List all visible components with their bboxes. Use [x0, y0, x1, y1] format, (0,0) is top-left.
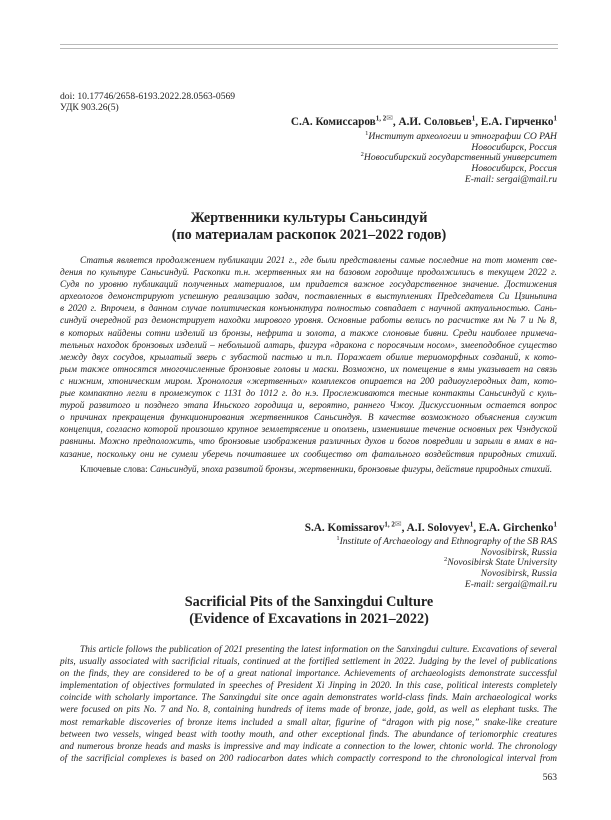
title-line: (Evidence of Excavations in 2021–2022) [189, 611, 429, 627]
doi: doi: 10.17746/2658-6193.2022.28.0563-0569 [60, 91, 236, 102]
abstract-line: между двух сосудов, крылатый зверь с зубастой пастью и т.п. Поражает обилие териоморфных созданий, к кото- [60, 352, 557, 363]
author-name: S.A. Komissarov [304, 522, 385, 534]
abstract-line: синдуй очередной раз демонстрирует находки мирового уровня. Основные работы велись по расчистке ям № 7 и № 8, [60, 316, 557, 327]
keywords-ru [60, 464, 557, 477]
abstract-line: coincide with scholarly importance. The Sanxingdui site once again demonstrates world-class finds. Main archaeological works [60, 693, 557, 704]
title-ru [60, 210, 558, 244]
abstract-line: турой развитого и позднего этапа Иньского городища и, вероятно, раннего Чжоу. Дискуссионным остается вопрос [60, 401, 557, 412]
abstract-line: This article follows the publication of 2021 presenting the latest information on the Sanxingdui culture. Excavations of several [80, 645, 557, 655]
abstract-ru [60, 255, 557, 461]
affiliation-text: E-mail: sergai@mail.ru [464, 173, 557, 185]
authors-ru: С.А. Комиссаров$^{1, 2✉}$, А.И. Соловьев$^1$, Е.А. Гирченко$^1$ [290, 113, 557, 128]
affiliation-line [361, 175, 557, 186]
author-sup: 1, 2 [384, 520, 395, 529]
author-name: С.А. Комиссаров [290, 116, 376, 128]
title-en [60, 594, 558, 628]
abstract-line: с нижним, хтоническим миром. Хронология «жертвенных» комплексов опирается на 200 радиоуглеродных дат, кото- [60, 376, 557, 387]
authors-en: S.A. Komissarov$^{1, 2✉}$, A.I. Solovyev$^1$, E.A. Girchenko$^1$ [304, 519, 557, 534]
envelope-icon: ✉ [394, 519, 402, 529]
abstract-line: on the finds, they are considered to be of a great national importance. Achievements of archaeologists demonstrate successful [60, 669, 557, 680]
author-sup: 1 [553, 520, 557, 529]
abstract-line: рые компактно легли в промежуток с 1131 до 1012 г. до н.э. Прослеживаются тесные контакты Саньсиндуй с куль- [60, 389, 557, 400]
affiliation-text: Novosibirsk State University [447, 557, 557, 569]
page-number: 563 [542, 772, 557, 783]
header-rule-bottom [60, 48, 558, 49]
affiliation-text: E-mail: sergai@mail.ru [464, 578, 557, 590]
abstract-line: Судя по уровню публикаций полученных материалов, им придается важное государственное значение. Достижения [60, 280, 557, 291]
abstract-line: тельных находок бронзовых изделий – небольшой алтарь, фигура «дракона с поросячьим носом», змееподобное существо [60, 340, 557, 351]
author-sup: 1, 2 [375, 114, 387, 123]
abstract-line: most remarkable discoveries of bronze items included a small altar, figurine of “dragon with pig nose,” snake-like creature [60, 717, 557, 728]
abstract-line: археологов демонстрируют успешную реализацию задач, поставленных в выступлениях Председателя Си Цзиньпина [60, 292, 557, 303]
header-rule-top [60, 44, 558, 45]
udc-code: УДК 903.26(5) [60, 102, 119, 113]
abstract-line: рым также относятся многочисленные бронзовые головы и маски. Возможно, их помещение в ямы указывает на связь [60, 364, 557, 375]
author-sup: 1 [469, 520, 474, 529]
keywords-value: Саньсиндуй, эпоха развитой бронзы, жертвенники, бронзовые фигуры, действие природных стихий. [150, 465, 553, 475]
abstract-line: равнины. Можно предположить, что бронзовые изображения различных духов и богов повредили и зарыли в ямах в на- [60, 437, 557, 448]
affiliation-sup: 1 [365, 129, 369, 137]
author-sup: 1 [553, 114, 557, 123]
affiliation-text: Новосибирск, Россия [471, 141, 557, 153]
affiliation-text: Новосибирский государственный университет [363, 152, 557, 164]
author-name: Е.А. Гирченко [480, 116, 554, 128]
title-line: Жертвенники культуры Саньсиндуй [190, 210, 428, 226]
affiliation-sup: 1 [336, 534, 340, 542]
author-name: A.I. Solovyev [406, 522, 470, 534]
affiliation-text: Novosibirsk, Russia [480, 568, 557, 580]
affiliation-text: Институт археологии и этнографии СО РАН [368, 131, 557, 142]
affiliation-text: Novosibirsk, Russia [480, 546, 557, 558]
abstract-line: дения по культуре Саньсиндуй. Раскопки т.н. жертвенных ям на базовом городище продолжились в текущем 2022 г. [60, 268, 557, 279]
abstract-line: implementation of objectives formulated in speeches of President Xi Jinping in 2020. In this case, political interests completely [60, 681, 557, 692]
author-name: E.A. Girchenko [478, 522, 554, 534]
affiliations-en [336, 534, 557, 591]
abstract-line: о причинах прекращения функционирования жертвенников Саньсиндуя. В качестве возможного объяснения служит [60, 413, 557, 424]
abstract-line: казание, поскольку они не сумели уберечь почитавшее их сообщество от фатального воздействия природных стихий. [60, 449, 557, 460]
affiliation-text: Institute of Archaeology and Ethnography of the SB RAS [339, 536, 557, 547]
envelope-icon: ✉ [386, 113, 393, 123]
abstract-line: pits, usually associated with sacrificial rituals, continued at the fortified settlement in 2022. Judging by the level of publications [60, 657, 557, 668]
title-line: (по материалам раскопок 2021–2022 годов) [171, 227, 447, 243]
abstract-line: Статья является продолжением публикации 2021 г., где были представлены самые последние на тот момент све- [80, 256, 557, 266]
author-sup: 1 [471, 114, 476, 123]
affiliation-sup: 2 [443, 556, 448, 564]
title-line: Sacrificial Pits of the Sanxingdui Culture [184, 594, 434, 610]
abstract-line: were focused on pits No. 7 and No. 8, containing hundreds of items made of bronze, jade, gold, as well as elephant tusks. The [60, 705, 557, 716]
affiliations-ru [360, 129, 557, 186]
affiliation-text: Новосибирск, Россия [471, 163, 557, 175]
keywords-label: Ключевые слова: [80, 465, 148, 475]
abstract-line: в которых найдены сотни изделий из бронзы, нефрита и золота, а также слоновые бивни. Среди наиболее примеча- [60, 328, 557, 339]
abstract-line: and numerous bronze heads and masks is impressive and may indicate a connection to the lower, chtonic world. The chronology [60, 741, 557, 752]
abstract-line: концепция, согласно которой произошло крупное землетрясение и оползень, изменившие течение основных рек Чэндуской [60, 425, 557, 436]
abstract-line: between two vessels, winged beast with toothy mouth, and other exceptional finds. The abundance of teriomorphic creatures [60, 729, 557, 740]
affiliation-sup: 2 [360, 151, 364, 159]
abstract-line: в 2020 г. Впрочем, в данном случае политическая конъюнктура полностью совпадает с научной актуальностью. Сань- [60, 304, 557, 315]
author-name: А.И. Соловьев [398, 116, 472, 128]
abstract-line: of the sacrificial complexes is based on 200 radiocarbon dates which compactly correspond to the chronological interval from [60, 753, 557, 764]
affiliation-line [336, 580, 557, 591]
abstract-en [60, 644, 557, 765]
